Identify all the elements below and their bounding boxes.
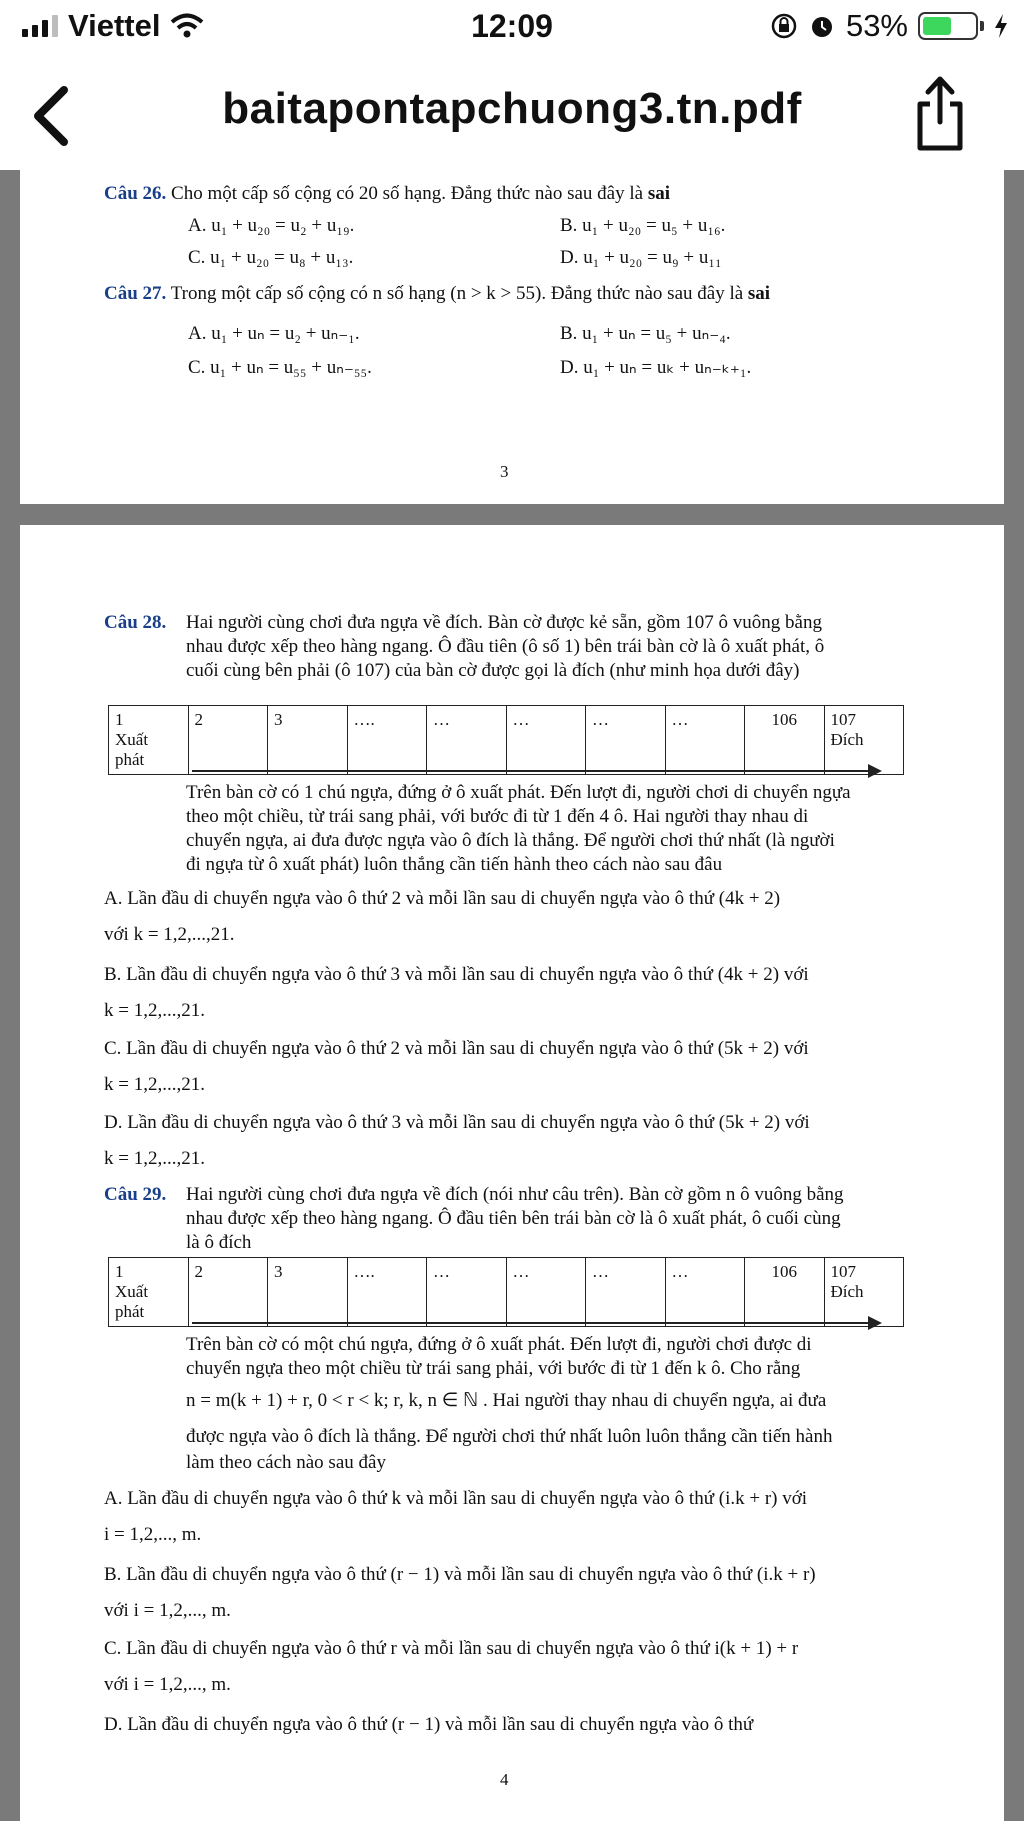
question-29-label: Câu 29. (104, 1184, 167, 1205)
q28-option-c-line2[interactable]: k = 1,2,...,21. (104, 1074, 205, 1095)
q28-intro-1: Hai người cùng chơi đưa ngựa về đích. Bàn cờ được kẻ sẵn, gồm 107 ô vuông bằng (186, 612, 822, 633)
document-title: baitapontapchuong3.tn.pdf (222, 84, 802, 133)
status-right (770, 8, 1008, 44)
question-26: Câu 26. Cho một cấp số cộng có 20 số hạng. Đẳng thức nào sau đây là sai (104, 183, 670, 204)
q28-intro-2: nhau được xếp theo hàng ngang. Ô đầu tiên (ô số 1) bên trái bàn cờ là ô xuất phát, ô (186, 636, 825, 657)
q28-option-b-line1[interactable]: B. Lần đầu di chuyển ngựa vào ô thứ 3 và mỗi lần sau di chuyển ngựa vào ô thứ (4k + 2) với (104, 964, 809, 985)
board-cell-start: 1 Xuất phát (109, 706, 189, 775)
board-cell: 3 (268, 706, 348, 775)
board-cell: … (586, 706, 666, 775)
question-28-label: Câu 28. (104, 612, 167, 633)
board-cell: … (665, 1258, 745, 1327)
pdf-page-3 (20, 170, 1004, 504)
q29-rules-4: được ngựa vào ô đích là thắng. Để người chơi thứ nhất luôn luôn thắng cần tiến hành (186, 1426, 833, 1447)
q28-option-c-line1[interactable]: C. Lần đầu di chuyển ngựa vào ô thứ 2 và mỗi lần sau di chuyển ngựa vào ô thứ (5k + 2) với (104, 1038, 809, 1059)
q28-rules-2: theo một chiều, từ trái sang phải, với bước đi từ 1 đến 4 ô. Hai người thay nhau di (186, 806, 809, 827)
q29-option-a-line2[interactable]: i = 1,2,..., m. (104, 1524, 202, 1545)
q29-board-table (108, 1257, 904, 1327)
board-cell: 106 (745, 1258, 825, 1327)
q29-option-b-line2[interactable]: với i = 1,2,..., m. (104, 1600, 231, 1621)
q29-direction-arrow (192, 1322, 878, 1324)
board-cell: 3 (268, 1258, 348, 1327)
board-cell: …. (347, 1258, 427, 1327)
battery-cap (980, 21, 984, 31)
q26-option-a[interactable]: A. u₁ + u₂₀ = u₂ + u₁₉. (188, 215, 355, 236)
q28-rules-1: Trên bàn cờ có 1 chú ngựa, đứng ở ô xuất phát. Đến lượt đi, người chơi di chuyển ngựa (186, 782, 851, 803)
q29-option-d-line1[interactable]: D. Lần đầu di chuyển ngựa vào ô thứ (r − 1) và mỗi lần sau di chuyển ngựa vào ô thứ (104, 1714, 754, 1735)
q29-intro-1: Hai người cùng chơi đưa ngựa về đích (nói như câu trên). Bàn cờ gồm n ô vuông bằng (186, 1184, 844, 1205)
q27-option-c[interactable]: C. u₁ + uₙ = u₅₅ + uₙ₋₅₅. (188, 357, 372, 378)
share-icon[interactable] (912, 74, 968, 154)
battery-percent: 53% (845, 8, 908, 43)
clock: 12:09 (471, 8, 553, 44)
q29-option-c-line2[interactable]: với i = 1,2,..., m. (104, 1674, 231, 1695)
status-bar (0, 0, 1024, 58)
q28-option-a-line1[interactable]: A. Lần đầu di chuyển ngựa vào ô thứ 2 và mỗi lần sau di chuyển ngựa vào ô thứ (4k + 2) (104, 888, 781, 909)
q29-rules-1: Trên bàn cờ có một chú ngựa, đứng ở ô xuất phát. Đến lượt đi, người chơi được di (186, 1334, 812, 1355)
alarm-icon (808, 12, 836, 40)
question-27: Câu 27. Trong một cấp số cộng có n số hạng (n > k > 55). Đẳng thức nào sau đây là sai (104, 283, 771, 304)
board-cell-finish: 107 Đích (824, 706, 904, 775)
q29-option-b-line1[interactable]: B. Lần đầu di chuyển ngựa vào ô thứ (r − 1) và mỗi lần sau di chuyển ngựa vào ô thứ (i.k + r) (104, 1564, 816, 1585)
carrier-name: Viettel (68, 8, 161, 43)
q29-rules-3: n = m(k + 1) + r, 0 < r < k; r, k, n ∈ ℕ . Hai người thay nhau di chuyển ngựa, ai đưa (186, 1390, 827, 1411)
q26-option-c[interactable]: C. u₁ + u₂₀ = u₈ + u₁₃. (188, 247, 354, 268)
q29-option-c-line1[interactable]: C. Lần đầu di chuyển ngựa vào ô thứ r và mỗi lần sau di chuyển ngựa vào ô thứ i(k + 1) + r (104, 1638, 799, 1659)
q28-option-d-line2[interactable]: k = 1,2,...,21. (104, 1148, 205, 1169)
board-cell: … (427, 1258, 507, 1327)
q27-option-d[interactable]: D. u₁ + uₙ = uₖ + uₙ₋ₖ₊₁. (560, 357, 752, 378)
board-cell-start: 1 Xuất phát (109, 1258, 189, 1327)
board-cell: … (506, 1258, 586, 1327)
rotation-lock-icon (770, 12, 798, 40)
q28-intro-3: cuối cùng bên phải (ô 107) của bàn cờ được gọi là đích (như minh họa dưới đây) (186, 660, 800, 681)
board-cell: 106 (745, 706, 825, 775)
page-number-3: 3 (500, 462, 509, 481)
q29-rules-5: làm theo cách nào sau đây (186, 1452, 386, 1473)
q28-direction-arrow (192, 770, 878, 772)
board-cell: … (586, 1258, 666, 1327)
board-cell: … (506, 706, 586, 775)
board-cell: …. (347, 706, 427, 775)
q26-option-d[interactable]: D. u₁ + u₂₀ = u₉ + u₁₁ (560, 247, 722, 268)
document-nav-bar (0, 58, 1024, 170)
board-cell: … (665, 706, 745, 775)
battery-icon (918, 12, 978, 40)
pdf-page-4 (20, 525, 1004, 1821)
q29-option-a-line1[interactable]: A. Lần đầu di chuyển ngựa vào ô thứ k và mỗi lần sau di chuyển ngựa vào ô thứ (i.k + r) với (104, 1488, 808, 1509)
board-cell: 2 (188, 706, 268, 775)
board-cell: 2 (188, 1258, 268, 1327)
q28-rules-3: chuyển ngựa, ai đưa được ngựa vào ô đích là thắng. Để người chơi thứ nhất (là người (186, 830, 835, 851)
board-cell-finish: 107 Đích (824, 1258, 904, 1327)
q27-option-b[interactable]: B. u₁ + uₙ = u₅ + uₙ₋₄. (560, 323, 731, 344)
q26-option-b[interactable]: B. u₁ + u₂₀ = u₅ + u₁₆. (560, 215, 726, 236)
q28-rules-4: đi ngựa từ ô xuất phát) luôn thắng cần tiến hành theo cách nào sau đâu (186, 854, 723, 875)
q28-option-a-line2[interactable]: với k = 1,2,...,21. (104, 924, 235, 945)
page-number-4: 4 (500, 1770, 509, 1789)
q28-board-table (108, 705, 904, 775)
q27-option-a[interactable]: A. u₁ + uₙ = u₂ + uₙ₋₁. (188, 323, 360, 344)
pdf-viewer[interactable] (0, 170, 1024, 1821)
q29-intro-3: là ô đích (186, 1232, 252, 1253)
board-cell: … (427, 706, 507, 775)
q28-option-d-line1[interactable]: D. Lần đầu di chuyển ngựa vào ô thứ 3 và mỗi lần sau di chuyển ngựa vào ô thứ (5k + 2) với (104, 1112, 810, 1133)
q29-intro-2: nhau được xếp theo hàng ngang. Ô đầu tiên bên trái bàn cờ là ô xuất phát, ô cuối cùng (186, 1208, 841, 1229)
q28-option-b-line2[interactable]: k = 1,2,...,21. (104, 1000, 205, 1021)
q29-rules-2: chuyển ngựa theo một chiều từ trái sang phải, với bước đi từ 1 đến k ô. Cho rằng (186, 1358, 801, 1379)
charging-icon (994, 14, 1008, 38)
